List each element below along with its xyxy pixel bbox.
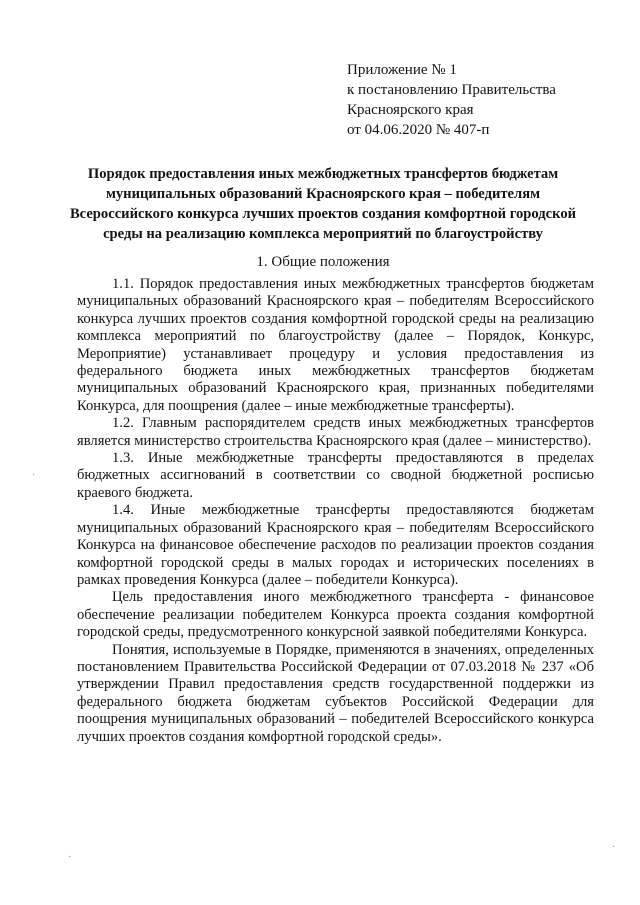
paragraph-1-4: 1.4. Иные межбюджетные трансферты предоставляются бюджетам муниципальных образований Красноярского края – победителям Всероссийского Конкурса на финансовое обеспечение расходов по реализации проектов создания комфортной городской среды в малых городах и исторических поселениях в рамках проведения Конкурса (далее – победители Конкурса).	[77, 502, 594, 588]
appendix-region: Красноярского края	[347, 102, 474, 118]
section-heading: 1. Общие положения	[256, 254, 390, 270]
scan-speck: ·	[68, 852, 72, 863]
appendix-date: от 04.06.2020 № 407-п	[347, 122, 490, 138]
paragraph-purpose: Цель предоставления иного межбюджетного трансферта - финансовое обеспечение реализации победителем Конкурса проекта создания комфортной городской среды, предусмотренного конкурсной заявкой победителями Конкурса.	[77, 589, 594, 641]
paragraph-1-3: 1.3. Иные межбюджетные трансферты предоставляются в пределах бюджетных ассигнований в соответствии со сводной бюджетной росписью краевого бюджета.	[77, 450, 594, 501]
scan-speck: ·	[32, 470, 36, 481]
appendix-block	[347, 60, 607, 140]
scan-speck: ·	[612, 842, 616, 853]
appendix-decree-ref: к постановлению Правительства	[347, 82, 556, 98]
document-title: Порядок предоставления иных межбюджетных трансфертов бюджетам муниципальных образований Красноярского края – победителям Всероссийского конкурса лучших проектов создания комфортной городской среды на реализацию комплекса мероприятий по благоустройству	[69, 166, 577, 242]
document-body	[77, 276, 594, 746]
paragraph-1-1: 1.1. Порядок предоставления иных межбюджетных трансфертов бюджетам муниципальных образований Красноярского края – победителям Всероссийского конкурса лучших проектов создания комфортной городской среды на реализацию комплекса мероприятий по благоустройству (далее – Порядок, Конкурс, Мероприятие) устанавливает процедуру и условия предоставления из федерального бюджета иных межбюджетных трансфертов бюджетам муниципальных образований Красноярского края, признанных победителями Конкурса, для поощрения (далее – иные межбюджетные трансферты).	[77, 276, 594, 414]
paragraph-definitions: Понятия, используемые в Порядке, применяются в значениях, определенных постановлением Правительства Российской Федерации от 07.03.2018 № 237 «Об утверждении Правил предоставления средств государственной поддержки из федерального бюджета бюджетам субъектов Российской Федерации для поощрения муниципальных образований – победителей Всероссийского конкурса лучших проектов создания комфортной городской среды».	[77, 641, 594, 745]
appendix-number: Приложение № 1	[347, 62, 457, 78]
paragraph-1-2: 1.2. Главным распорядителем средств иных межбюджетных трансфертов является министерство строительства Красноярского края (далее – министерство).	[77, 415, 594, 449]
